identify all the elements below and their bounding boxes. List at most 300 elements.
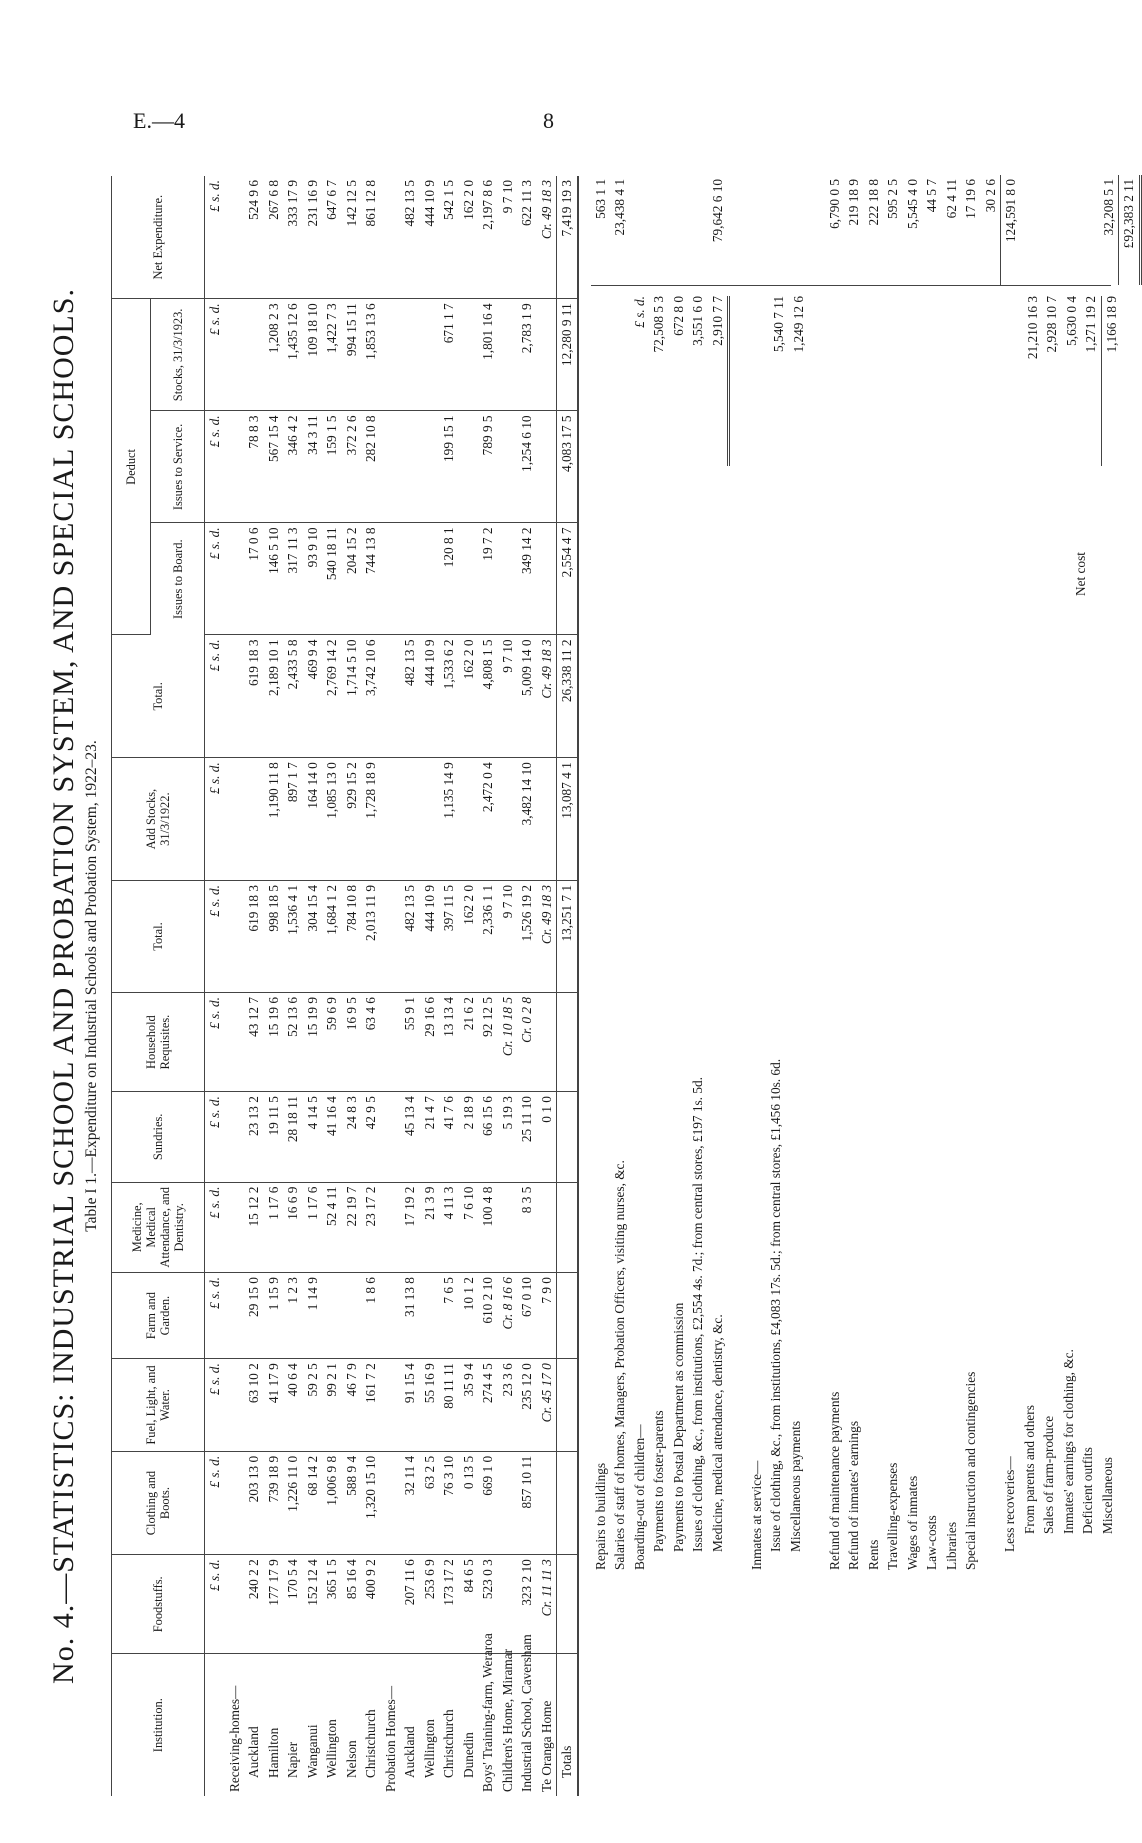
total-cell: 7,419 19 3 [557, 176, 578, 299]
institution-cell: Wanganui [304, 1724, 320, 1778]
amount-cell: 482 13 5 [400, 635, 420, 758]
amount-cell: 9 7 10 [498, 176, 518, 299]
table-row [420, 176, 440, 1796]
summary-net-value: 222 18 8 [865, 179, 881, 226]
col-foodstuffs: Foodstuffs. [112, 1555, 205, 1654]
amount-cell: 80 11 11 [439, 1359, 459, 1452]
amount-cell: 55 9 1 [400, 993, 420, 1092]
amount-cell: 23 17 2 [361, 1182, 381, 1272]
amount-cell: 349 14 2 [517, 523, 537, 635]
summary-line [981, 910, 1001, 1570]
amount-cell: 647 6 7 [322, 176, 342, 299]
amount-cell: 146 5 10 [264, 523, 284, 635]
amount-cell: 317 11 3 [283, 523, 303, 635]
amount-cell: 2,197 8 6 [478, 176, 498, 299]
amount-cell: 400 9 2 [361, 1555, 381, 1654]
summary-line: Payments to foster-parents [651, 1410, 666, 1552]
amount-cell: 2,336 1 1 [478, 881, 498, 993]
amount-cell: 59 6 9 [322, 993, 342, 1092]
amount-cell: 2,783 1 9 [517, 299, 537, 411]
amount-cell: 744 13 8 [361, 523, 381, 635]
amount-cell: 7 9 0 [537, 1273, 557, 1359]
summary-line: Repairs to buildings [592, 1462, 608, 1570]
amount-cell [225, 1182, 245, 1272]
amount-cell [459, 299, 479, 411]
institution-cell: Children's Home, Miramar [499, 1648, 515, 1792]
amount-cell: 203 13 0 [244, 1451, 264, 1554]
amount-cell: 173 17 2 [439, 1555, 459, 1654]
amount-cell: Cr. 11 11 3 [537, 1555, 557, 1654]
amount-cell: 93 9 10 [303, 523, 323, 635]
amount-cell [537, 411, 557, 523]
units-cell: £ s. d. [205, 635, 225, 758]
amount-cell: 15 19 9 [303, 993, 323, 1092]
amount-cell [381, 1273, 401, 1359]
amount-cell: 929 15 2 [342, 758, 362, 881]
amount-cell: 5,009 14 0 [517, 635, 537, 758]
units-cell: £ s. d. [205, 299, 225, 411]
amount-cell: 231 16 9 [303, 176, 323, 299]
institution-cell: Probation Homes— [382, 1686, 398, 1792]
col-farm: Farm and Garden. [112, 1273, 205, 1359]
amount-cell [498, 411, 518, 523]
summary-net-value: 595 2 5 [885, 179, 900, 219]
col-net: Net Expenditure. [112, 176, 205, 299]
amount-cell [225, 1555, 245, 1654]
amount-cell: 85 16 4 [342, 1555, 362, 1654]
amount-cell [381, 1359, 401, 1452]
summary-line: Miscellaneous payments [787, 1420, 803, 1552]
amount-cell: 304 15 4 [303, 881, 323, 993]
summary-subtotal: 672 8 0 [670, 296, 686, 336]
amount-cell: 1,853 13 6 [361, 299, 381, 411]
amount-cell: 482 13 5 [400, 881, 420, 993]
amount-cell: 164 14 0 [303, 758, 323, 881]
summary-subtotal: 1,249 12 6 [790, 296, 806, 353]
amount-cell [225, 993, 245, 1092]
units-cell: £ s. d. [205, 1555, 225, 1654]
summary-net-value: 79,642 6 10 [709, 179, 725, 243]
summary-subtotal: 21,210 16 3 [1024, 296, 1040, 360]
amount-cell: 444 10 9 [420, 176, 440, 299]
amount-cell [537, 523, 557, 635]
amount-cell: 92 12 5 [478, 993, 498, 1092]
amount-cell: 84 6 5 [459, 1555, 479, 1654]
summary-net-value [630, 175, 650, 285]
summary-subtotal [591, 296, 611, 466]
units-cell: £ s. d. [205, 176, 225, 299]
amount-cell [537, 1182, 557, 1272]
amount-cell: 1,801 16 4 [478, 299, 498, 411]
summary-net-value: 30 2 6 [982, 179, 998, 213]
total-cell [557, 1555, 578, 1654]
summary-line: Rents [865, 1539, 881, 1570]
amount-cell: 76 3 10 [439, 1451, 459, 1554]
amount-cell [225, 299, 245, 411]
amount-cell: 897 1 7 [283, 758, 303, 881]
amount-cell [381, 635, 401, 758]
amount-cell [400, 299, 420, 411]
amount-cell: 523 0 3 [478, 1555, 498, 1654]
summary-subtotal: 3,551 6 0 [690, 296, 705, 346]
amount-cell [225, 411, 245, 523]
institution-cell: Receiving-homes— [226, 1685, 242, 1792]
amount-cell: 32 11 4 [400, 1451, 420, 1554]
amount-cell: 5 19 3 [498, 1092, 518, 1182]
summary-net-value [747, 175, 767, 285]
summary-line: Inmates at service— [748, 1460, 764, 1570]
total-cell [557, 1092, 578, 1182]
amount-cell: 21 3 9 [420, 1182, 440, 1272]
amount-cell: 1,190 11 8 [264, 758, 284, 881]
col-deduct: Deduct [112, 299, 151, 635]
amount-cell [498, 758, 518, 881]
amount-cell: 2,013 11 9 [361, 881, 381, 993]
summary-subtotal: 2,928 10 7 [1044, 296, 1059, 353]
page-number: 8 [543, 108, 554, 133]
amount-cell: 282 10 8 [361, 411, 381, 523]
summary-net-value [805, 175, 825, 285]
amount-cell: 15 19 6 [264, 993, 284, 1092]
amount-cell: 9 7 10 [498, 635, 518, 758]
institution-cell: Wellington [421, 1719, 437, 1778]
total-cell: 13,251 7 1 [557, 881, 578, 993]
amount-cell: 1 15 9 [264, 1273, 284, 1359]
amount-cell: 0 1 0 [537, 1092, 557, 1182]
units-row [205, 176, 225, 1796]
amount-cell: 482 13 5 [400, 176, 420, 299]
amount-cell: Cr. 8 16 6 [498, 1273, 518, 1359]
summary-net-value: 124,591 8 0 [1000, 175, 1021, 285]
amount-cell: 994 15 11 [342, 299, 362, 411]
amount-cell: 274 4 5 [478, 1359, 498, 1452]
summary-net-value [727, 175, 747, 285]
col-issues-service: Issues to Service. [151, 411, 205, 523]
total-cell: 2,554 4 7 [557, 523, 578, 635]
summary-subtotal [610, 296, 630, 466]
amount-cell [459, 411, 479, 523]
amount-cell: 444 10 9 [420, 635, 440, 758]
amount-cell: 346 4 2 [283, 411, 303, 523]
amount-cell: 55 16 9 [420, 1359, 440, 1452]
amount-cell: 23 13 2 [244, 1092, 264, 1182]
amount-cell: 861 12 8 [361, 176, 381, 299]
summary-net-value: 23,438 4 1 [612, 179, 627, 236]
amount-cell: 23 3 6 [498, 1359, 518, 1452]
summary-line: Law-costs [924, 1515, 939, 1570]
amount-cell: 1 2 3 [283, 1273, 303, 1359]
amount-cell: 671 1 7 [439, 299, 459, 411]
amount-cell [498, 1451, 518, 1554]
summary-subtotal [886, 296, 906, 466]
summary-line: Less recoveries— [1002, 1456, 1017, 1552]
amount-cell [381, 176, 401, 299]
amount-cell [225, 1092, 245, 1182]
amount-cell: 4 14 5 [303, 1092, 323, 1182]
summary-subtotal [906, 296, 926, 466]
amount-cell [381, 1555, 401, 1654]
amount-cell [225, 1359, 245, 1452]
amount-cell: 567 15 4 [264, 411, 284, 523]
summary-subtotal [964, 296, 984, 466]
amount-cell [498, 523, 518, 635]
table-row [400, 176, 420, 1796]
summary-net-value: 32,208 5 1 [1100, 179, 1116, 236]
document-title: No. 4.—STATISTICS: INDUSTRIAL SCHOOL AND PROBATION SYSTEM, AND SPECIAL SCHOOLS. [47, 288, 80, 1684]
col-medicine: Medicine, Medical Attendance, and Dentistry. [112, 1182, 205, 1272]
amount-cell: Cr. 49 18 3 [537, 881, 557, 993]
amount-cell: 207 11 6 [400, 1555, 420, 1654]
amount-cell [244, 299, 264, 411]
amount-cell [225, 881, 245, 993]
amount-cell: 1 17 6 [303, 1182, 323, 1272]
amount-cell: 1 14 9 [303, 1273, 323, 1359]
summary-line: Deficient outfits [1080, 1447, 1095, 1534]
amount-cell: 59 2 5 [303, 1359, 323, 1452]
amount-cell [244, 758, 264, 881]
rotated-table-sheet [45, 176, 1136, 1796]
summary-net-value: 17 19 6 [963, 179, 978, 219]
summary-net-value: 5,545 4 0 [904, 179, 920, 229]
institution-cell: Napier [285, 1741, 300, 1778]
table-row [361, 176, 381, 1796]
table-row [381, 176, 401, 1796]
institution-cell: Christchurch [441, 1709, 456, 1778]
table-row [498, 176, 518, 1796]
amount-cell: 333 17 9 [283, 176, 303, 299]
amount-cell: 204 15 2 [342, 523, 362, 635]
amount-cell: 41 7 6 [439, 1092, 459, 1182]
summary-subtotal [945, 296, 965, 466]
summary-line [805, 910, 825, 1570]
table-row [517, 176, 537, 1796]
amount-cell [381, 1451, 401, 1554]
summary-subtotal: 1,166 18 9 [1101, 296, 1122, 466]
amount-cell [498, 1555, 518, 1654]
amount-cell: 588 9 4 [342, 1451, 362, 1554]
amount-cell: 267 6 8 [264, 176, 284, 299]
table-row [478, 176, 498, 1796]
amount-cell: Cr. 10 18 5 [498, 993, 518, 1092]
table-row [283, 176, 303, 1796]
summary-subtotal: 5,630 0 4 [1063, 296, 1079, 346]
amount-cell: 524 9 6 [244, 176, 264, 299]
institution-cell: Christchurch [363, 1709, 378, 1778]
amount-cell: 240 2 2 [244, 1555, 264, 1654]
col-total-1: Total. [112, 881, 205, 993]
summary-line: Travelling-expenses [885, 1462, 900, 1570]
amount-cell: 66 15 6 [478, 1092, 498, 1182]
summary-line: Refund of maintenance payments [826, 1391, 842, 1570]
amount-cell: 142 12 5 [342, 176, 362, 299]
units-cell: £ s. d. [205, 523, 225, 635]
amount-cell: 540 18 11 [322, 523, 342, 635]
amount-cell: 372 2 6 [342, 411, 362, 523]
total-cell: 13,087 4 1 [557, 758, 578, 881]
summary-net-value: 563 1 1 [592, 179, 608, 219]
amount-cell: 1,684 1 2 [322, 881, 342, 993]
amount-cell: 469 9 4 [303, 635, 323, 758]
net-cost-value: £92,383 2 11 [1118, 175, 1142, 285]
summary-line: Miscellaneous [1099, 1457, 1115, 1534]
amount-cell [225, 176, 245, 299]
amount-cell: 170 5 4 [283, 1555, 303, 1654]
units-cell: £ s. d. [205, 758, 225, 881]
amount-cell: 17 19 2 [400, 1182, 420, 1272]
amount-cell: 857 10 11 [517, 1451, 537, 1554]
table-row [342, 176, 362, 1796]
amount-cell [459, 758, 479, 881]
amount-cell: 43 12 7 [244, 993, 264, 1092]
amount-cell: 17 0 6 [244, 523, 264, 635]
amount-cell: 34 3 11 [303, 411, 323, 523]
total-cell [557, 1359, 578, 1452]
amount-cell: 19 11 5 [264, 1092, 284, 1182]
total-cell [557, 1451, 578, 1554]
summary-net-column [591, 175, 1136, 286]
summary-subtotal [1003, 296, 1023, 466]
amount-cell: 120 8 1 [439, 523, 459, 635]
amount-cell: 42 9 5 [361, 1092, 381, 1182]
amount-cell: 91 15 4 [400, 1359, 420, 1452]
amount-cell: 1,422 7 3 [322, 299, 342, 411]
amount-cell: 669 1 0 [478, 1451, 498, 1554]
amount-cell: 199 15 1 [439, 411, 459, 523]
amount-cell [322, 1273, 342, 1359]
amount-cell: 52 13 6 [283, 993, 303, 1092]
col-household: Household Requisites. [112, 993, 205, 1092]
amount-cell: 1,085 13 0 [322, 758, 342, 881]
amount-cell: Cr. 0 2 8 [517, 993, 537, 1092]
amount-cell: 35 9 4 [459, 1359, 479, 1452]
amount-cell: 4,808 1 5 [478, 635, 498, 758]
col-total-2: Total. [112, 635, 205, 758]
summary-line: Libraries [943, 1522, 959, 1570]
institution-cell: Nelson [343, 1740, 359, 1778]
amount-cell: 1,208 2 3 [264, 299, 284, 411]
summary-subtotal: 5,540 7 11 [771, 296, 786, 353]
units-cell: £ s. d. [205, 1273, 225, 1359]
amount-cell: 46 7 9 [342, 1359, 362, 1452]
institution-cell: Dunedin [460, 1732, 476, 1778]
table-row [264, 176, 284, 1796]
total-cell: 4,083 17 5 [557, 411, 578, 523]
amount-cell: 63 10 2 [244, 1359, 264, 1452]
units-cell: £ s. d. [205, 881, 225, 993]
amount-cell: 10 1 2 [459, 1273, 479, 1359]
amount-cell: 365 1 5 [322, 1555, 342, 1654]
summary-subtotal [925, 296, 945, 466]
summary-line: Inmates' earnings for clothing, &c. [1060, 1349, 1076, 1534]
units-cell: £ s. d. [205, 1092, 225, 1182]
amount-cell: 52 4 11 [322, 1182, 342, 1272]
amount-cell: 31 13 8 [400, 1273, 420, 1359]
amount-cell: 1,435 12 6 [283, 299, 303, 411]
table-row [322, 176, 342, 1796]
amount-cell: 99 2 1 [322, 1359, 342, 1452]
amount-cell [498, 299, 518, 411]
amount-cell [537, 1451, 557, 1554]
amount-cell: 162 2 0 [459, 635, 479, 758]
amount-cell: 15 12 2 [244, 1182, 264, 1272]
amount-cell: 25 11 10 [517, 1092, 537, 1182]
amount-cell: 2,472 0 4 [478, 758, 498, 881]
page-reference: E.—4 [133, 108, 185, 133]
amount-cell: 100 4 8 [478, 1182, 498, 1272]
amount-cell [381, 411, 401, 523]
amount-cell: 162 2 0 [459, 881, 479, 993]
amount-cell: 622 11 3 [517, 176, 537, 299]
table-row [459, 176, 479, 1796]
col-fuel: Fuel, Light, and Water. [112, 1359, 205, 1452]
summary-subtotal [984, 296, 1004, 466]
amount-cell [225, 758, 245, 881]
amount-cell: 235 12 0 [517, 1359, 537, 1452]
amount-cell: 40 6 4 [283, 1359, 303, 1452]
amount-cell [537, 758, 557, 881]
amount-cell: 998 18 5 [264, 881, 284, 993]
amount-cell [420, 299, 440, 411]
amount-cell: 19 7 2 [478, 523, 498, 635]
summary-net-value [786, 175, 806, 285]
amount-cell: 444 10 9 [420, 881, 440, 993]
amount-cell: 63 2 5 [420, 1451, 440, 1554]
amount-cell [381, 1182, 401, 1272]
amount-cell: 7 6 5 [439, 1273, 459, 1359]
summary-net-value: 44 5 7 [924, 179, 939, 213]
summary-net-value [688, 175, 708, 285]
amount-cell [225, 1273, 245, 1359]
summary-subtotal [847, 296, 867, 466]
col-add-stocks: Add Stocks, 31/3/1922. [112, 758, 205, 881]
totals-row [557, 176, 578, 1796]
col-institution: Institution. [112, 1654, 205, 1796]
summary-lines [591, 910, 1118, 1570]
amount-cell [420, 758, 440, 881]
institution-cell: Industrial School, Caversham [519, 1634, 534, 1792]
amount-cell: 162 2 0 [459, 176, 479, 299]
summary-subtotal: £ s. d. [631, 296, 647, 328]
amount-cell [459, 523, 479, 635]
amount-cell: 21 6 2 [459, 993, 479, 1092]
amount-cell: 739 18 9 [264, 1451, 284, 1554]
summary-subtotal: 1,271 19 2 [1083, 296, 1098, 353]
amount-cell: 63 4 6 [361, 993, 381, 1092]
summary-line: Medicine, medical attendance, dentistry, &c. [709, 1314, 725, 1552]
total-cell [557, 993, 578, 1092]
table-row [439, 176, 459, 1796]
summary-subtotal: 2,910 7 7 [708, 296, 731, 466]
units-cell: £ s. d. [205, 1182, 225, 1272]
amount-cell: 159 1 5 [322, 411, 342, 523]
col-sundries: Sundries. [112, 1092, 205, 1182]
amount-cell: 0 13 5 [459, 1451, 479, 1554]
amount-cell [342, 1273, 362, 1359]
summary-net-value [669, 175, 689, 285]
amount-cell [381, 758, 401, 881]
amount-cell [225, 523, 245, 635]
amount-cell: 397 11 5 [439, 881, 459, 993]
amount-cell: 323 2 10 [517, 1555, 537, 1654]
amount-cell [537, 299, 557, 411]
amount-cell: 2,769 14 2 [322, 635, 342, 758]
amount-cell: 9 7 10 [498, 881, 518, 993]
amount-cell [400, 758, 420, 881]
amount-cell: 1,536 4 1 [283, 881, 303, 993]
summary-section [578, 176, 1139, 1796]
amount-cell: 3,742 10 6 [361, 635, 381, 758]
units-cell: £ s. d. [205, 1359, 225, 1452]
